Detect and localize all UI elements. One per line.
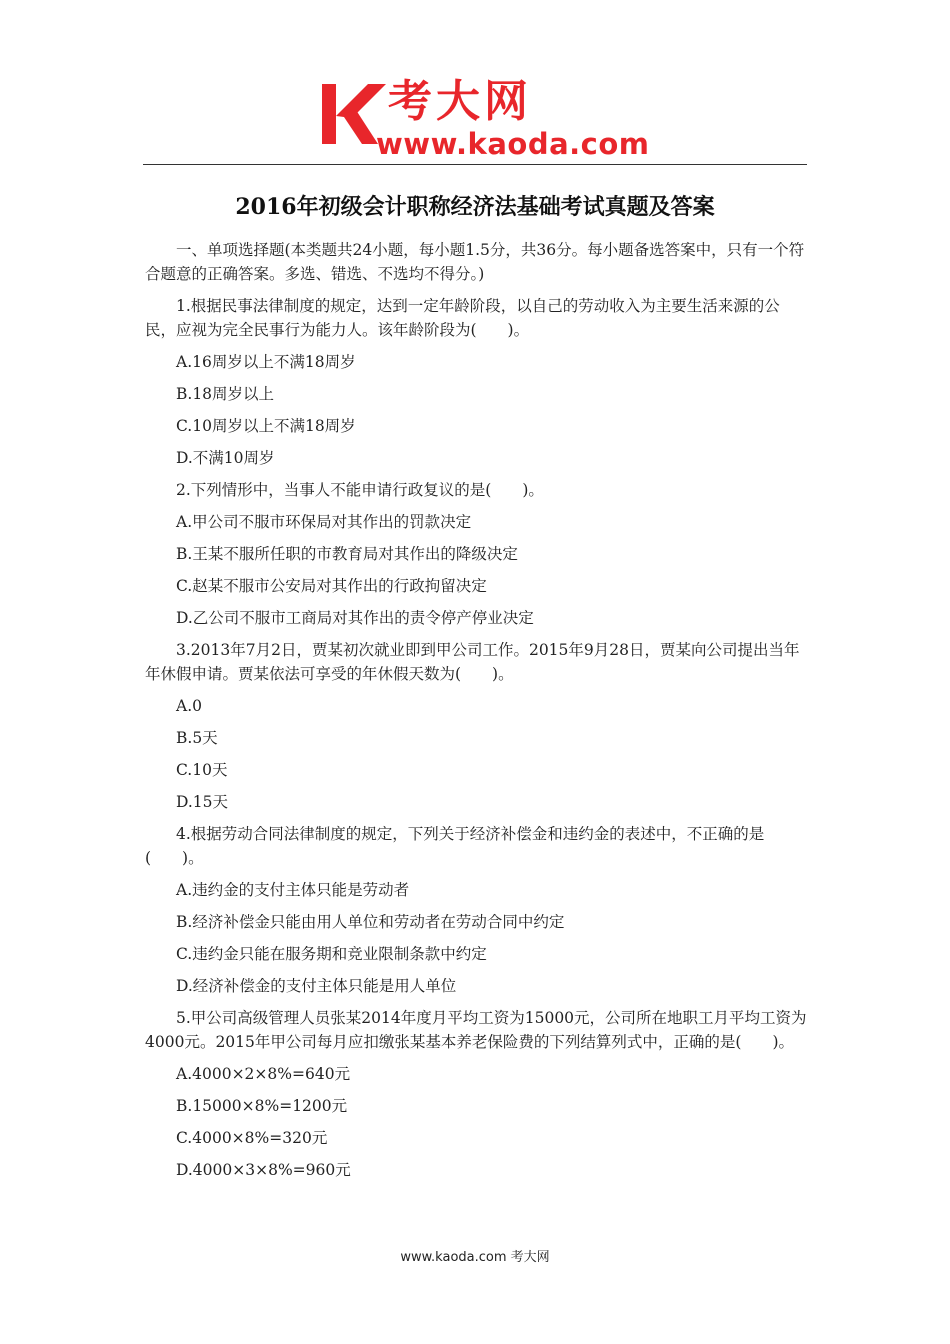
option-d: D.乙公司不服市工商局对其作出的责令停产停业决定 (176, 609, 534, 627)
option-b: B.经济补偿金只能由用人单位和劳动者在劳动合同中约定 (176, 913, 565, 931)
option-a: A.0 (176, 697, 202, 715)
option-d: D.不满10周岁 (176, 449, 275, 467)
option-c: C.10天 (176, 761, 228, 779)
option-b: B.15000×8%=1200元 (176, 1097, 348, 1115)
option-d: D.4000×3×8%=960元 (176, 1161, 351, 1179)
section-intro: 一、单项选择题(本类题共24小题，每小题1.5分，共36分。每小题备选答案中，只有一个符合题意的正确答案。多选、错选、不选均不得分。) (145, 241, 805, 283)
document-title: 2016年初级会计职称经济法基础考试真题及答案 (235, 194, 715, 220)
option-a: A.违约金的支付主体只能是劳动者 (176, 881, 410, 899)
question-stem: 4.根据劳动合同法律制度的规定，下列关于经济补偿金和违约金的表述中，不正确的是( )。 (145, 825, 765, 867)
option-b: B.5天 (176, 729, 218, 747)
logo-url-text: www.kaoda.com (376, 127, 650, 161)
option-c: C.赵某不服市公安局对其作出的行政拘留决定 (176, 577, 487, 595)
option-c: C.4000×8%=320元 (176, 1129, 328, 1147)
option-a: A.16周岁以上不满18周岁 (176, 353, 356, 371)
question-stem: 2.下列情形中，当事人不能申请行政复议的是( )。 (176, 481, 544, 499)
question-stem: 3.2013年7月2日，贾某初次就业即到甲公司工作。2015年9月28日，贾某向公司提出当年年休假申请。贾某依法可享受的年休假天数为( )。 (145, 641, 800, 683)
option-d: D.经济补偿金的支付主体只能是用人单位 (176, 977, 457, 995)
question-stem: 1.根据民事法律制度的规定，达到一定年龄阶段，以自己的劳动收入为主要生活来源的公民，应视为完全民事行为能力人。该年龄阶段为( )。 (145, 297, 780, 339)
option-b: B.王某不服所任职的市教育局对其作出的降级决定 (176, 545, 518, 563)
option-b: B.18周岁以上 (176, 385, 275, 403)
logo-chinese-text: 考大网 (388, 76, 532, 127)
kaoda-logo (318, 76, 650, 161)
option-a: A.4000×2×8%=640元 (176, 1065, 351, 1083)
question-stem: 5.甲公司高级管理人员张某2014年度月平均工资为15000元，公司所在地职工月平均工资为4000元。2015年甲公司每月应扣缴张某基本养老保险费的下列结算列式中，正确的是( )。 (145, 1009, 807, 1051)
option-c: C.10周岁以上不满18周岁 (176, 417, 356, 435)
header-divider (143, 164, 807, 165)
option-a: A.甲公司不服市环保局对其作出的罚款决定 (176, 513, 472, 531)
option-d: D.15天 (176, 793, 229, 811)
option-c: C.违约金只能在服务期和竞业限制条款中约定 (176, 945, 487, 963)
page-footer: www.kaoda.com 考大网 (400, 1250, 550, 1265)
document-body (145, 238, 807, 1190)
